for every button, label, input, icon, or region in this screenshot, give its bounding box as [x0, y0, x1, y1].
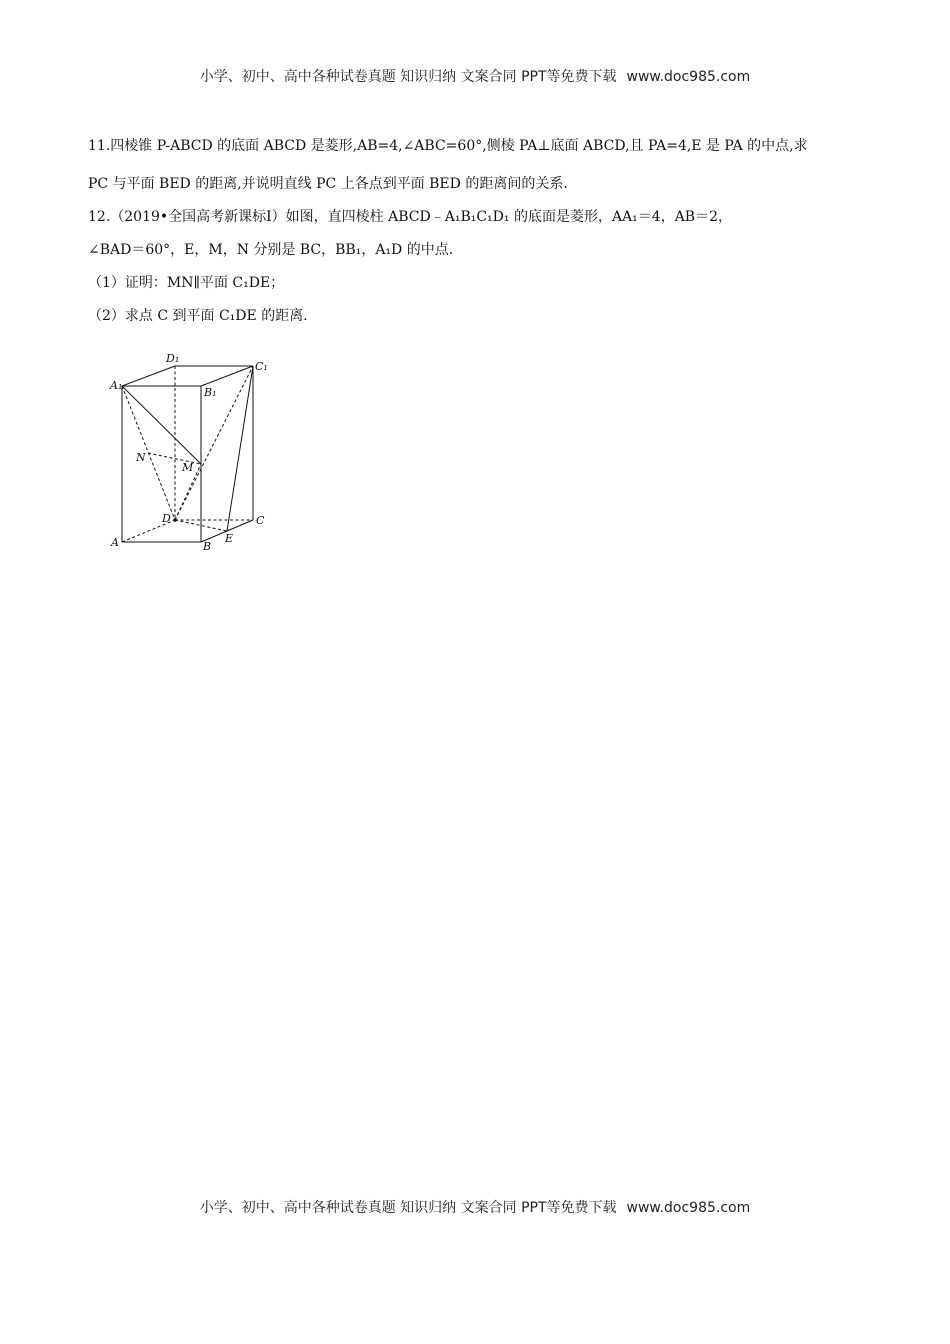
- problem12-part2: （2）求点 C 到平面 C₁DE 的距离．: [88, 308, 318, 324]
- problem12-line1: 12.（2019•全国高考新课标Ⅰ）如图，直四棱柱 ABCD﹣A₁B₁C₁D₁ 的底面是菱形，AA₁＝4，AB＝2，: [88, 209, 733, 225]
- header-site: www.doc985.com: [626, 69, 751, 85]
- edge-a1d1: [122, 366, 175, 386]
- edge-b1c1: [201, 366, 253, 386]
- page-footer: [0, 1197, 950, 1217]
- problem11-line1: 11.四棱锥 P-ABCD 的底面 ABCD 是菱形,AB=4,∠ABC=60°,侧棱 PA⊥底面 ABCD,且 PA=4,E 是 PA 的中点,求: [88, 138, 808, 154]
- prism-diagram: [108, 350, 278, 556]
- label-a1: A₁: [110, 379, 123, 392]
- label-c: C: [256, 514, 265, 527]
- footer-text: 小学、初中、高中各种试卷真题 知识归纳 文案合同 PPT等免费下载: [199, 1200, 617, 1216]
- label-c1: C₁: [255, 360, 268, 373]
- problem-content: [88, 136, 878, 339]
- label-d: D: [162, 512, 171, 525]
- label-b1: B₁: [204, 386, 217, 399]
- label-m: M: [182, 461, 194, 474]
- page-header: [0, 66, 950, 86]
- segment-a1m: [122, 386, 201, 464]
- label-n: N: [136, 451, 146, 464]
- prism-figure: [108, 350, 278, 556]
- problem12-line2: ∠BAD＝60°，E，M，N 分别是 BC，BB₁，A₁D 的中点．: [88, 242, 463, 258]
- problem12-part1: （1）证明：MN∥平面 C₁DE；: [88, 275, 285, 291]
- label-e: E: [225, 532, 234, 545]
- problem11-line2: PC 与平面 BED 的距离,并说明直线 PC 上各点到平面 BED 的距离间的关系.: [88, 176, 568, 192]
- label-a: A: [111, 536, 119, 549]
- label-b: B: [203, 540, 212, 553]
- header-text: 小学、初中、高中各种试卷真题 知识归纳 文案合同 PPT等免费下载: [199, 69, 617, 85]
- point-d: [173, 518, 177, 522]
- label-d1: D₁: [166, 352, 180, 365]
- footer-site: www.doc985.com: [626, 1200, 751, 1216]
